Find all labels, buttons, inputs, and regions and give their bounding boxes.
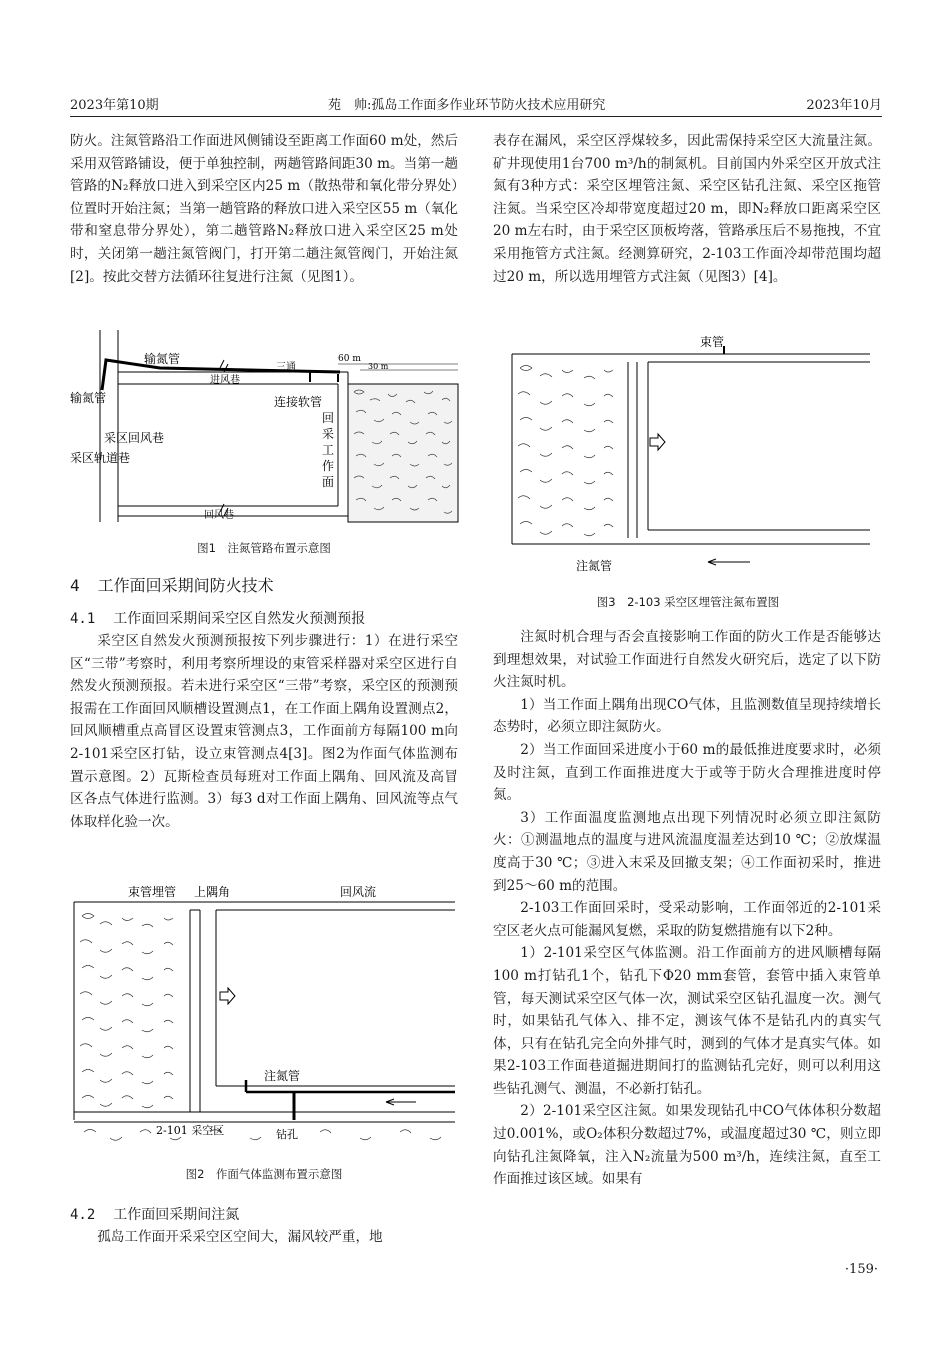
section-4-heading: 4 工作面回采期间防火技术	[70, 576, 274, 595]
fig1-label-track-lane: 采区轨道巷	[70, 451, 131, 465]
fig2-label-goaf: 2-101 采空区	[156, 1124, 225, 1137]
section-4-2-heading: 4.2 工作面回采期间注氮	[70, 1207, 240, 1223]
svg-text:回: 回	[322, 411, 335, 425]
figure-3-caption: 图3 2-103 采空区埋管注氮布置图	[596, 595, 780, 609]
right-col-para-7: 1）2-101采空区气体监测。沿工作面前方的进风顺槽每隔100 m打钻孔1个，钻孔下Φ20 mm套管，套管中插入束管单管，每天测试采空区气体一次，测试采空区钻孔温度一次。测气时，如果钻孔气体入、排不定，测该气体不是钻孔内的真实气体，只有在钻孔完全向外排气时，测到的气体才是真实气体。如果2-103工作面巷道掘进期间打的监测钻孔完好，则可以利用这些钻孔测气、测温，不必新打钻孔。	[493, 945, 881, 1097]
right-col-para-8: 2）2-101采空区注氮。如果发现钻孔中CO气体体积分数超过0.001%，或O₂体积分数超过7%，或温度超过30 ℃，则立即向钻孔注氮降氧，注入N₂流量为500 m³/h，连续注氮，直至工作面推过该区域。如果有	[493, 1103, 881, 1188]
fig1-label-60m: 60 m	[338, 354, 361, 364]
svg-text:工: 工	[322, 443, 335, 457]
fig2-label-n2pipe: 注氮管	[264, 1069, 301, 1083]
right-col-para-1: 表存在漏风，采空区浮煤较多，因此需保持采空区大流量注氮。矿井现使用1台700 m³/h的制氮机。目前国内外采空区开放式注氮有3种方式：采空区埋管注氮、采空区钻孔注氮、采空区拖管注氮。当采空区冷却带宽度超过20 m，即N₂释放口距离采空区20 m左右时，由于采空区顶板垮落，管路承压后不易拖拽，不宜采用拖管方式注氮。经测算研究，2-103工作面冷却带范围均超过20 m，所以选用埋管方式注氮（见图3）[4]。	[493, 133, 881, 285]
svg-text:面: 面	[322, 475, 335, 489]
page-number: ·159·	[844, 1262, 878, 1277]
figure-1-caption: 图1 注氮管路布置示意图	[197, 541, 331, 555]
section-4-1-heading: 4.1 工作面回采期间采空区自然发火预测预报	[70, 611, 366, 627]
figure-3	[500, 334, 880, 584]
header-rule	[70, 116, 882, 117]
svg-text:作: 作	[322, 459, 335, 473]
header-issue: 2023年第10期	[70, 98, 159, 113]
fig2-label-return-flow: 回风流	[340, 885, 377, 899]
right-col-para-6: 2-103工作面回采时，受采动影响，工作面邻近的2-101采空区老火点可能漏风复燃，采取的防复燃措施有以下2种。	[493, 900, 881, 939]
fig1-label-return-air: 回风巷	[204, 510, 234, 521]
figure-2-caption: 图2 作面气体监测布置示意图	[185, 1167, 343, 1181]
svg-text:采: 采	[322, 427, 335, 441]
fig1-label-return-lane: 采区回风巷	[104, 431, 165, 445]
fig3-label-n2pipe: 注氮管	[576, 559, 613, 573]
header-date: 2023年10月	[806, 98, 882, 113]
right-col-para-4: 2）当工作面回采进度小于60 m的最低推进度要求时，必须及时注氮，直到工作面推进度大于或等于防火合理推进度时停氮。	[493, 741, 881, 804]
fig1-label-intake: 进风巷	[210, 375, 240, 386]
right-col-para-2: 注氮时机合理与否会直接影响工作面的防火工作是否能够达到理想效果，对试验工作面进行自然发火研究后，选定了以下防火注氮时机。	[493, 629, 881, 691]
figure-2	[70, 880, 460, 1160]
figure-1	[70, 330, 460, 530]
left-col-para-1: 防火。注氮管路沿工作面进风侧铺设至距离工作面60 m处，然后采用双管路铺设，便于单独控制，两趟管路间距30 m。当第一趟管路的N₂释放口进入到采空区内25 m（散热带和氧化带分界处）位置时开始注氮；当第一趟管路的释放口进入采空区55 m（氧化带和窒息带分界处），第二趟管路N₂释放口进入采空区25 m处时，关闭第一趟注氮管阀门，打开第二趟注氮管阀门，开始注氮[2]。按此交替方法循环往复进行注氮（见图1）。	[70, 133, 458, 285]
right-col-para-3: 1）当工作面上隅角出现CO气体，且监测数值呈现持续增长态势时，必须立即注氮防火。	[493, 696, 881, 736]
fig1-label-pipe-top: 输氮管	[144, 352, 181, 366]
left-col-para-3: 孤岛工作面开采采空区空间大，漏风较严重，地	[97, 1229, 383, 1245]
header-title: 苑 帅:孤岛工作面多作业环节防火技术应用研究	[328, 98, 606, 113]
right-col-body	[493, 626, 881, 1191]
fig1-label-hose: 连接软管	[274, 395, 323, 409]
fig3-label-bundle: 束管	[700, 335, 725, 349]
right-col-para-5: 3）工作面温度监测地点出现下列情况时必须立即注氮防火：①测温地点的温度与进风流温度温差达到10 ℃；②放煤温度高于30 ℃；③进入末采及回撤支架；④工作面初采时，推进到25～60 m的范围。	[493, 809, 881, 894]
fig1-label-30m: 30 m	[368, 362, 389, 371]
fig2-label-drill: 钻孔	[276, 1128, 298, 1141]
fig2-label-bundle: 束管埋管	[128, 885, 177, 899]
fig1-label-face	[322, 411, 334, 489]
fig1-label-pipe-left: 输氮管	[70, 391, 107, 405]
fig1-label-tee: 三通	[276, 362, 296, 373]
left-col-para-2: 采空区自然发火预测预报按下列步骤进行：1）在进行采空区“三带”考察时，利用考察所埋设的束管采样器对采空区进行自然发火预测预报。若未进行采空区“三带”考察，采空区的预测预报需在工作面回风顺槽设置测点1，在工作面上隅角设置测点2，回风顺槽重点高冒区设置束管测点3，工作面前方每隔100 m向2-101采空区打钻，设立束管测点4[3]。图2为作面气体监测布置示意图。2）瓦斯检查员每班对工作面上隅角、回风流及高冒区各点气体进行监测。3）每3 d对工作面上隅角、回风流等点气体取样化验一次。	[70, 633, 458, 830]
fig2-label-corner: 上隅角	[194, 885, 231, 899]
